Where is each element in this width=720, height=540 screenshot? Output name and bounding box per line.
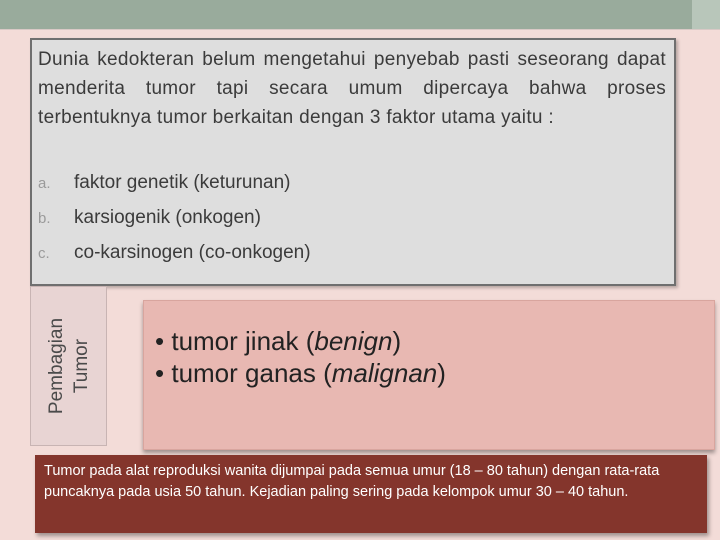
top-bar-accent: [692, 0, 720, 29]
tumor-types-list: [155, 325, 446, 389]
list-marker: a.: [38, 175, 51, 192]
factor-text: co-karsinogen (co-onkogen): [74, 242, 311, 263]
factor-text: faktor genetik (keturunan): [74, 172, 291, 193]
top-decorative-bar: [0, 0, 720, 29]
type-term: malignan: [331, 358, 438, 388]
list-item: [38, 236, 666, 271]
list-item: [155, 325, 446, 357]
side-label-line: Pembagian: [46, 317, 67, 415]
intro-paragraph: Dunia kedokteran belum mengetahui penyebab pasti seseorang dapat menderita tumor tapi secara umum dipercaya bahwa proses terbentuknya tumor berkaitan dengan 3 faktor utama yaitu :: [38, 49, 666, 128]
tumor-types-box[interactable]: [143, 300, 715, 450]
type-suffix: ): [437, 358, 446, 388]
type-prefix: tumor jinak (: [171, 326, 315, 356]
side-label-line: Tumor: [71, 338, 92, 394]
bullet: •: [155, 358, 165, 388]
type-suffix: ): [392, 326, 402, 356]
side-label-box[interactable]: [30, 286, 107, 446]
note-box[interactable]: [35, 455, 707, 533]
note-text: Tumor pada alat reproduksi wanita dijumpai pada semua umur (18 – 80 tahun) dengan rata-rata puncaknya pada usia 50 tahun. Kejadian paling sering pada kelompok umur 30 – 40 tahun.: [44, 463, 660, 500]
factors-textbox[interactable]: [30, 38, 676, 286]
top-bar-divider: [0, 29, 720, 30]
list-marker: b.: [38, 210, 51, 227]
list-item: [155, 357, 446, 389]
list-item: [38, 166, 666, 201]
factor-text: karsiogenik (onkogen): [74, 207, 261, 228]
list-item: [38, 201, 666, 236]
list-marker: c.: [38, 245, 50, 262]
bullet: •: [155, 326, 165, 356]
type-term: benign: [314, 326, 393, 356]
side-label-vertical: [44, 289, 94, 444]
factors-list: [38, 166, 666, 271]
type-prefix: tumor ganas (: [171, 358, 332, 388]
